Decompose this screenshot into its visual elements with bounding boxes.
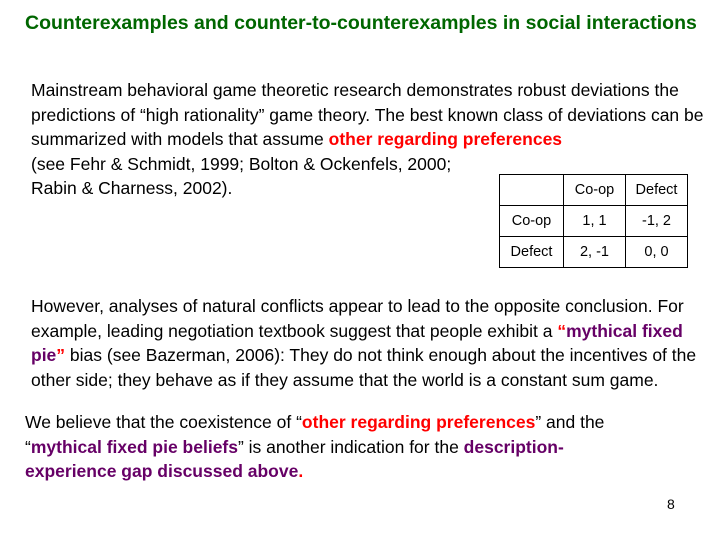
payoff-cell: 0, 0 [626,237,688,268]
payoff-header-row [500,175,688,206]
fixed-pie-text-a: However, analyses of natural conflicts appear to lead to the opposite conclusion. For example, leading negotiation textbook suggest that people exhibit a [31,296,684,341]
close-quote: ” [56,345,66,365]
payoff-cell: 2, -1 [564,237,626,268]
highlight-other-regarding-preferences: other regarding preferences [328,129,563,149]
conclusion-period: . [298,461,304,481]
paragraph-fixed-pie [31,294,715,392]
fixed-pie-text-b: bias (see Bazerman, 2006): They do not think enough about the incentives of the other side; they behave as if they assume that the world is a constant sum game. [31,345,697,390]
intro-text: Mainstream behavioral game theoretic research demonstrates robust deviations the predictions of “high rationality” game theory. The best known class of deviations can be summarized with models that assume [31,80,704,149]
payoff-row-label: Co-op [500,206,564,237]
payoff-row [500,206,688,237]
payoff-row-label: Defect [500,237,564,268]
page-number: 8 [667,496,675,512]
highlight-mythical-fixed-pie: mythical fixed pie [31,320,683,365]
payoff-header-cell: Co-op [564,175,626,206]
highlight-other-regarding-preferences-2: other regarding preferences [301,412,536,432]
slide-title: Counterexamples and counter-to-counterexamples in social interactions [25,12,697,34]
payoff-row [500,237,688,268]
paragraph-conclusion [25,410,635,484]
citation-line-1: (see Fehr & Schmidt, 1999; Bolton & Ockenfels, 2000; [31,153,452,174]
payoff-cell: -1, 2 [626,206,688,237]
open-quote: “ [557,320,567,341]
payoff-header-cell: Defect [626,175,688,206]
highlight-mythical-fixed-pie-beliefs: mythical fixed pie beliefs [30,436,238,457]
conclusion-text-a: We believe that the coexistence of “ [25,412,302,432]
payoff-cell: 1, 1 [564,206,626,237]
payoff-header-cell [500,175,564,206]
highlight-description-experience-gap: description-experience gap discussed above [25,436,564,481]
conclusion-text-b: ” and the “ [25,412,605,457]
citation-line-2: Rabin & Charness, 2002). [31,178,233,198]
payoff-matrix [499,174,688,268]
conclusion-text-c: ” is another indication for the [237,436,464,457]
